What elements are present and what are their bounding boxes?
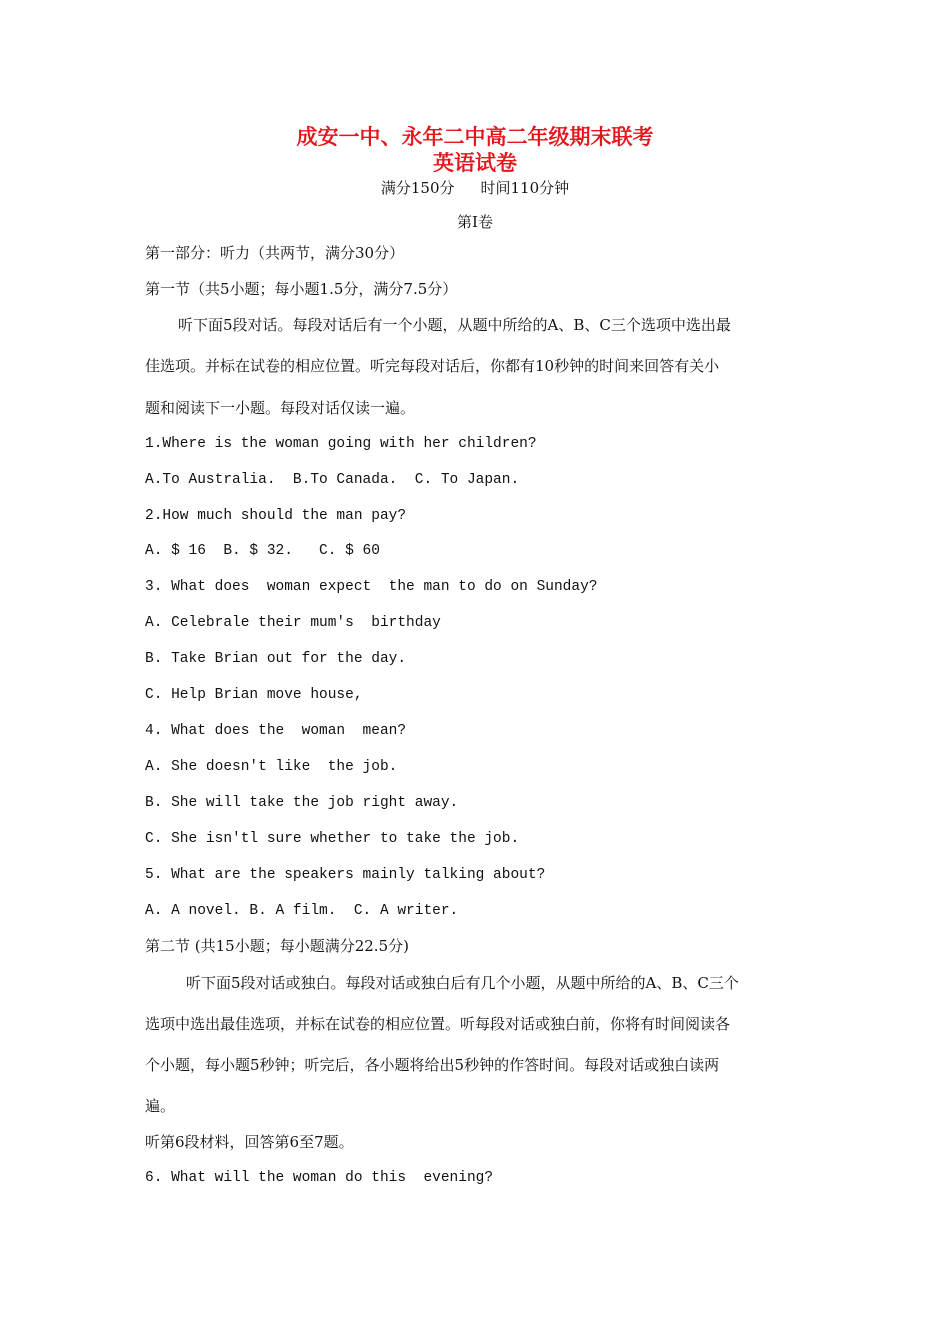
section2-instructions-line2: 选项中选出最佳选项，并标在试卷的相应位置。听每段对话或独白前，你将有时间阅读各 — [145, 1015, 731, 1033]
section2-instructions-line4: 遍。 — [145, 1097, 176, 1115]
question-6: 6. What will the woman do this evening? — [145, 1170, 494, 1186]
exam-meta — [0, 177, 950, 198]
section2-heading: 第二节 (共15小题；每小题满分22.5分) — [145, 937, 409, 955]
question-2-options: A. $ 16 B. $ 32. C. $ 60 — [145, 543, 380, 559]
section2-instructions-line3: 个小题，每小题5秒钟；听完后，各小题将给出5秒钟的作答时间。每段对话或独白读两 — [145, 1056, 720, 1074]
question-4-option-a: A. She doesn't like the job. — [145, 759, 398, 775]
section1-instructions-line2: 佳选项。并标在试卷的相应位置。听完每段对话后，你都有10秒钟的时间来回答有关小 — [145, 357, 720, 375]
question-5: 5. What are the speakers mainly talking about? — [145, 867, 546, 883]
volume-label: 第Ⅰ卷 — [457, 213, 493, 231]
part1-heading: 第一部分：听力（共两节，满分30分） — [145, 244, 405, 262]
section2-instructions-line1: 听下面5段对话或独白。每段对话或独白后有几个小题，从题中所给的A、B、C三个 — [186, 974, 739, 992]
question-3-option-b: B. Take Brian out for the day. — [145, 651, 407, 667]
section1-instructions-line1: 听下面5段对话。每段对话后有一个小题，从题中所给的A、B、C三个选项中选出最 — [178, 316, 731, 334]
question-2: 2.How much should the man pay? — [145, 508, 407, 524]
full-score: 满分150分 — [380, 179, 455, 197]
question-4: 4. What does the woman mean? — [145, 723, 407, 739]
question-3: 3. What does woman expect the man to do on Sunday? — [145, 579, 598, 595]
exam-title: 成安一中、永年二中高二年级期末联考 — [296, 124, 654, 149]
section1-instructions-line3: 题和阅读下一小题。每段对话仅读一遍。 — [145, 399, 416, 417]
question-3-option-a: A. Celebrale their mum's birthday — [145, 615, 441, 631]
question-4-option-b: B. She will take the job right away. — [145, 795, 459, 811]
exam-subject-title: 英语试卷 — [433, 150, 517, 175]
question-1-options: A.To Australia. B.To Canada. C. To Japan. — [145, 472, 520, 488]
question-1: 1.Where is the woman going with her children? — [145, 436, 537, 452]
question-3-option-c: C. Help Brian move house, — [145, 687, 363, 703]
material-6-instruction: 听第6段材料，回答第6至7题。 — [145, 1133, 354, 1151]
section1-heading: 第一节（共5小题；每小题1.5分，满分7.5分） — [145, 280, 458, 298]
question-5-options: A. A novel. B. A film. C. A writer. — [145, 903, 459, 919]
question-4-option-c: C. She isn'tl sure whether to take the job. — [145, 831, 520, 847]
exam-duration: 时间110分钟 — [480, 179, 570, 197]
